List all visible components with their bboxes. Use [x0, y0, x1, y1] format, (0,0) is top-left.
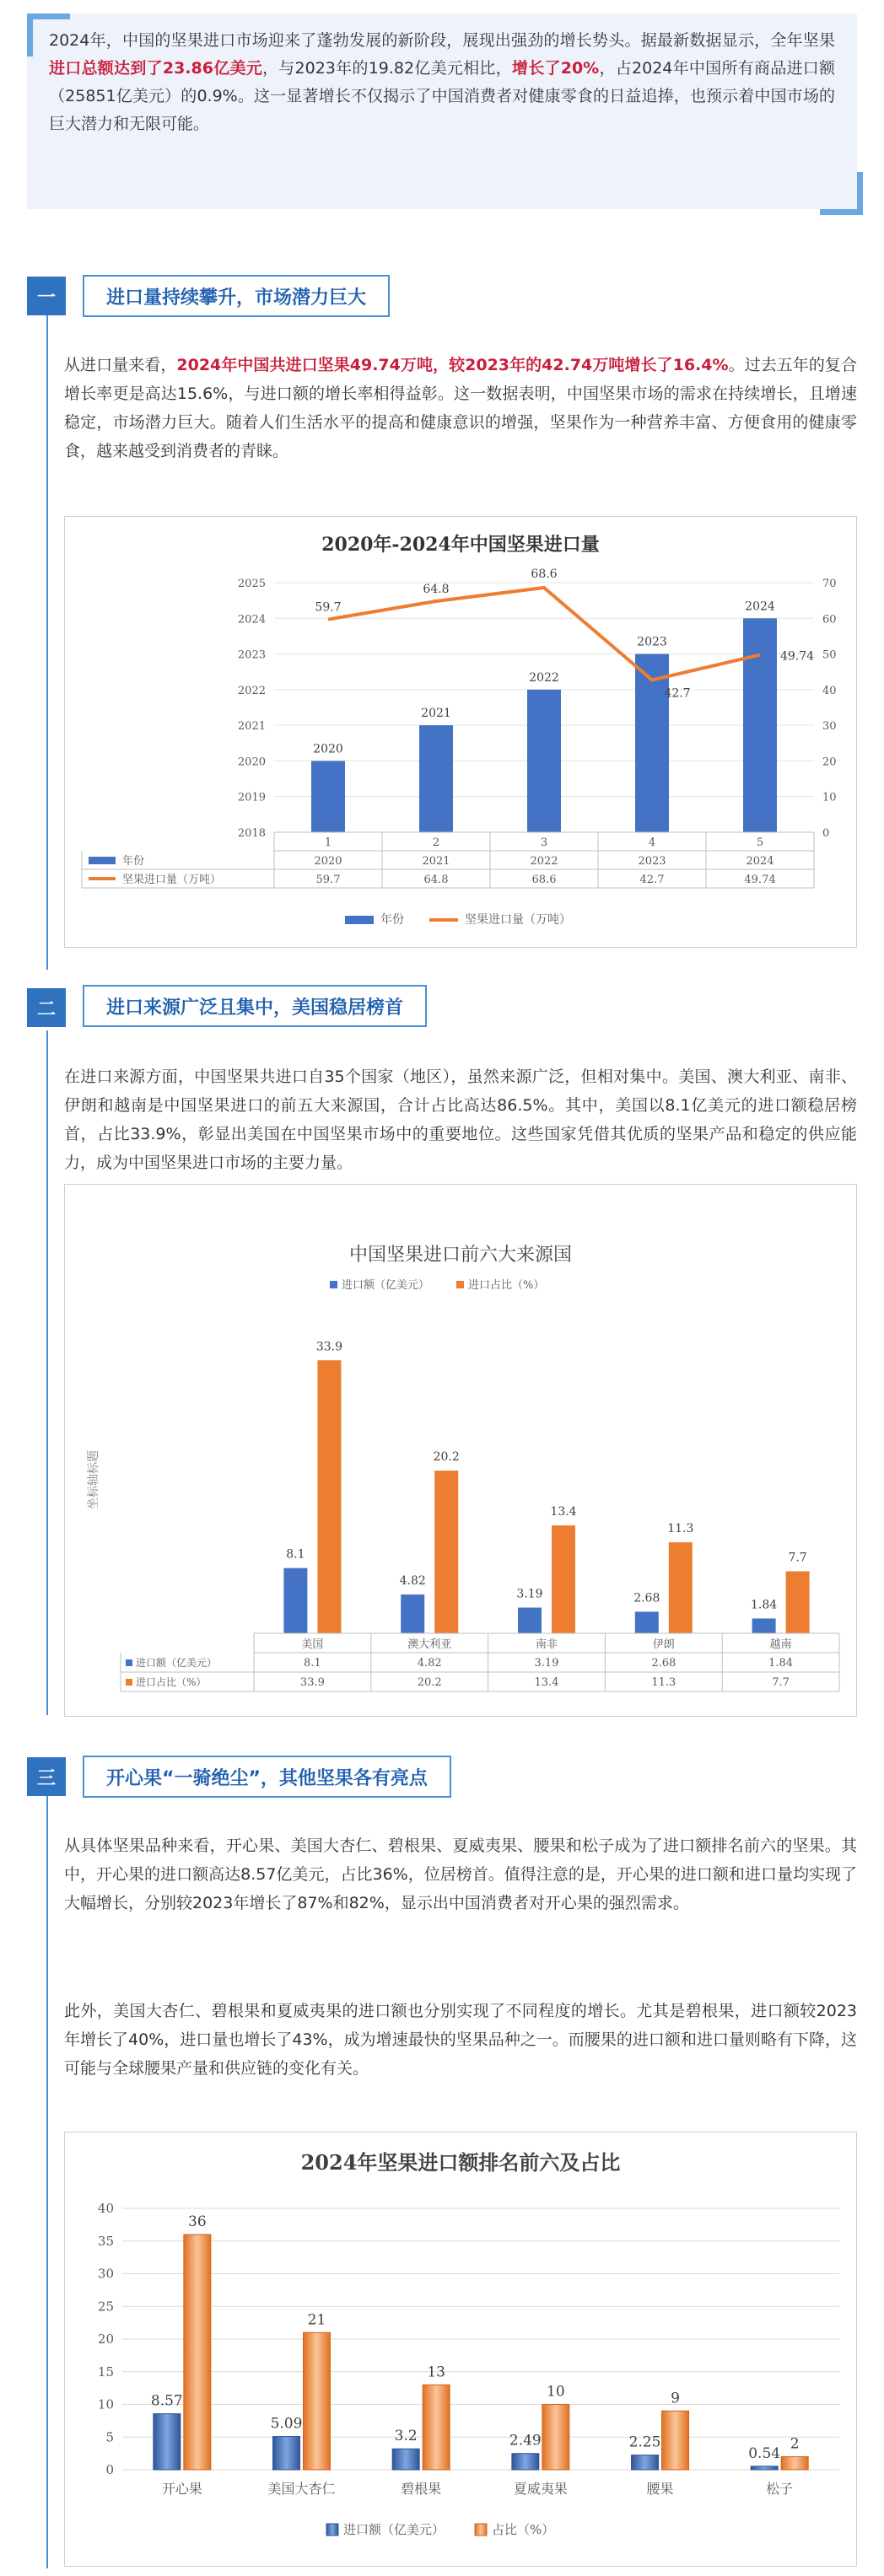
section-3-paragraph-2 [64, 1997, 857, 2083]
y-axis-tick: 5 [105, 2429, 114, 2445]
bar-data-label: 4.82 [399, 1573, 426, 1588]
section-3-title: 开心果“一骑绝尘”，其他坚果各有亮点 [83, 1756, 451, 1798]
bar-data-label: 33.9 [315, 1340, 342, 1354]
import-volume-chart-svg [65, 517, 856, 947]
bar [283, 1568, 307, 1633]
section-1-paragraph [64, 351, 857, 465]
right-axis-tick: 10 [822, 791, 837, 804]
category-label: 碧根果 [401, 2481, 442, 2497]
left-axis-tick: 2018 [237, 827, 266, 840]
bar [743, 618, 777, 832]
bar [273, 2437, 300, 2470]
bar [635, 1611, 659, 1633]
category-label: 松子 [766, 2481, 794, 2497]
right-axis-tick: 30 [822, 720, 837, 734]
bar-data-label: 2022 [529, 670, 559, 685]
table-cell: 1.84 [768, 1657, 794, 1670]
intro-corner-top-left [27, 13, 70, 56]
bar-data-label: 3.19 [516, 1587, 543, 1601]
table-row-label: 坚果进口量（万吨） [122, 874, 222, 886]
bar [662, 2411, 689, 2470]
section-3-rail [46, 1776, 48, 2568]
left-axis-tick: 2022 [237, 684, 266, 697]
highlighted-text: 增长了20% [511, 59, 600, 78]
section-2-paragraph [64, 1062, 857, 1177]
category-label: 腰果 [646, 2481, 674, 2497]
table-cell: 4.82 [417, 1657, 442, 1670]
bar [392, 2449, 419, 2470]
bar-data-label: 21 [307, 2311, 326, 2329]
line-data-label: 59.7 [315, 600, 342, 615]
bar-data-label: 0.54 [748, 2444, 781, 2462]
intro-corner-bottom-right [820, 172, 863, 215]
highlighted-text: 2024年中国共进口坚果49.74万吨，较2023年的42.74万吨增长了16.4% [176, 356, 729, 374]
bar-data-label: 2.49 [509, 2432, 542, 2450]
y-axis-tick: 40 [97, 2201, 114, 2216]
bar [542, 2405, 569, 2471]
line-data-label: 68.6 [531, 567, 558, 581]
chart-title: 2024年坚果进口额排名前六及占比 [300, 2150, 621, 2175]
bar-data-label: 2.25 [628, 2433, 661, 2451]
intro-paragraph [49, 27, 835, 138]
table-cell: 64.8 [423, 874, 449, 886]
bar-data-label: 2021 [421, 707, 451, 721]
legend-key [326, 2524, 338, 2536]
table-legend-key [126, 1659, 132, 1666]
y-axis-tick: 15 [97, 2364, 114, 2380]
y-axis-title: 坐标轴标题 [87, 1450, 100, 1509]
bar-data-label: 7.7 [788, 1551, 807, 1565]
table-cell: 42.7 [639, 874, 665, 886]
left-axis-tick: 2020 [237, 756, 266, 769]
right-axis-tick: 60 [822, 613, 837, 627]
text-segment: 。过去五年的复合增长率更是高达15.6%，与进口额的增长率相得益彰。这一数据表明，中国坚果市场的需求在持续增长，且增速稳定，市场潜力巨大。随着人们生活水平的提高和健康意识的增强，坚果作为一种营养丰富、方便食用的健康零食，越来越受到消费者的青睐。 [64, 356, 857, 460]
bar-data-label: 1.84 [751, 1598, 778, 1612]
right-axis-tick: 70 [822, 578, 837, 590]
category-label: 美国 [301, 1638, 324, 1651]
table-cell: 2022 [530, 855, 558, 868]
category-label: 2 [432, 836, 440, 849]
bar [317, 1360, 341, 1633]
bar-data-label: 11.3 [667, 1522, 694, 1536]
left-axis-tick: 2025 [237, 578, 266, 590]
category-label: 开心果 [161, 2481, 202, 2497]
section-3-number: 三 [27, 1757, 66, 1796]
table-cell: 68.6 [531, 874, 557, 886]
legend-label: 年份 [380, 913, 404, 927]
bar-data-label: 36 [188, 2213, 207, 2230]
source-countries-chart [64, 1184, 857, 1717]
bar [632, 2455, 659, 2470]
table-row-label: 进口额（亿美元） [136, 1657, 218, 1669]
text-segment: 此外，美国大杏仁、碧根果和夏威夷果的进口额也分别实现了不同程度的增长。尤其是碧根果，进口额较2023年增长了40%，进口量也增长了43%，成为增速最快的坚果品种之一。而腰果的进口额和进口量则略有下降，这可能与全球腰果产量和供应链的变化有关。 [64, 2002, 857, 2078]
y-axis-tick: 0 [105, 2462, 114, 2477]
y-axis-tick: 35 [97, 2233, 114, 2249]
section-1-number: 一 [27, 277, 66, 315]
bar [518, 1608, 542, 1633]
text-segment: 从进口量来看， [64, 356, 177, 374]
table-cell: 11.3 [651, 1676, 676, 1689]
text-segment: 从具体坚果品种来看，开心果、美国大杏仁、碧根果、夏威夷果、腰果和松子成为了进口额排名前六的坚果。其中，开心果的进口额高达8.57亿美元，占比36%，位居榜首。值得注意的是，开心果的进口额和进口量均实现了大幅增长，分别较2023年增长了87%和82%，显示出中国消费者对开心果的强烈需求。 [64, 1837, 857, 1912]
table-cell: 2023 [638, 855, 666, 868]
legend-label: 进口额（亿美元） [343, 2522, 445, 2537]
bar-data-label: 2 [790, 2435, 800, 2453]
right-axis-tick: 40 [822, 684, 837, 697]
bar [154, 2414, 181, 2470]
bar [786, 1571, 810, 1633]
left-axis-tick: 2021 [237, 720, 266, 734]
bar [512, 2454, 539, 2470]
bar [552, 1525, 575, 1633]
bar-data-label: 2024 [745, 600, 775, 614]
table-cell: 3.19 [534, 1657, 559, 1670]
top-six-nuts-chart [64, 2132, 857, 2567]
table-cell: 2024 [746, 855, 774, 868]
right-axis-tick: 20 [822, 756, 837, 769]
bar-data-label: 13.4 [550, 1505, 577, 1519]
table-row-label: 进口占比（%） [136, 1676, 207, 1688]
bar [527, 690, 561, 832]
table-cell: 8.1 [304, 1657, 321, 1670]
chart-title: 2020年-2024年中国坚果进口量 [321, 534, 600, 556]
left-axis-tick: 2019 [237, 791, 266, 804]
bar-data-label: 2023 [637, 635, 667, 649]
legend-key [330, 1281, 337, 1288]
legend-label: 占比（%） [492, 2522, 555, 2537]
text-segment: 2024年，中国的坚果进口市场迎来了蓬勃发展的新阶段，展现出强劲的增长势头。据最新数据显示，全年坚果 [49, 31, 835, 50]
bar [311, 761, 345, 832]
legend-label: 坚果进口量（万吨） [465, 913, 571, 927]
line-data-label: 42.7 [664, 686, 691, 701]
y-axis-tick: 10 [97, 2396, 114, 2412]
text-segment: ，占2024年中国所有商品进口额（25851亿美元）的0.9%。这一显著增长不仅揭示了中国消费者对健康零食的日益追捧，也预示着中国市场的巨大潜力和无限可能。 [49, 59, 836, 133]
bar [184, 2235, 211, 2470]
section-1-title: 进口量持续攀升，市场潜力巨大 [83, 275, 390, 317]
section-2-rail [46, 1030, 48, 1715]
section-2-title: 进口来源广泛且集中，美国稳居榜首 [83, 985, 427, 1027]
bar [304, 2332, 331, 2470]
bar-data-label: 8.57 [150, 2392, 183, 2410]
series-line [328, 588, 760, 680]
bar-data-label: 2.68 [633, 1591, 660, 1605]
section-3-paragraph-1 [64, 1831, 857, 1917]
bar-data-label: 8.1 [286, 1547, 305, 1562]
intro-box [27, 13, 857, 209]
bar [401, 1595, 424, 1633]
table-cell: 49.74 [744, 874, 776, 886]
bar-data-label: 10 [547, 2383, 565, 2401]
section-1-rail [46, 312, 48, 970]
bar [781, 2457, 808, 2471]
bar-data-label: 5.09 [270, 2415, 303, 2433]
category-label: 澳大利亚 [407, 1638, 452, 1651]
import-volume-chart [64, 516, 857, 948]
section-2-number: 二 [27, 988, 66, 1027]
category-label: 南非 [535, 1638, 558, 1651]
top-six-nuts-chart-svg [65, 2132, 856, 2566]
table-cell: 59.7 [315, 874, 341, 886]
bar [752, 1618, 776, 1633]
legend-label: 进口占比（%） [468, 1279, 545, 1292]
left-axis-tick: 2023 [237, 648, 266, 662]
bar [419, 725, 453, 832]
category-label: 夏威夷果 [513, 2481, 568, 2497]
table-cell: 7.7 [772, 1676, 790, 1689]
table-cell: 33.9 [299, 1676, 325, 1689]
category-label: 5 [756, 836, 764, 849]
legend-key-bar [345, 916, 374, 924]
table-cell: 13.4 [534, 1676, 559, 1689]
table-cell: 2020 [314, 855, 342, 868]
y-axis-tick: 20 [97, 2331, 114, 2347]
table-cell: 2.68 [651, 1657, 676, 1670]
bar-data-label: 9 [671, 2390, 680, 2407]
bar-data-label: 13 [427, 2364, 445, 2381]
bar [751, 2466, 778, 2470]
text-segment: ，与2023年的19.82亿美元相比， [262, 59, 512, 78]
y-axis-tick: 30 [97, 2266, 114, 2282]
table-legend-key [89, 857, 116, 864]
left-axis-tick: 2024 [237, 613, 266, 627]
category-label: 越南 [769, 1638, 792, 1651]
category-label: 伊朗 [652, 1638, 675, 1651]
bar [423, 2385, 450, 2470]
table-legend-key [126, 1679, 132, 1686]
legend-key [456, 1281, 464, 1288]
legend-label: 进口额（亿美元） [342, 1279, 430, 1292]
category-label: 3 [540, 836, 548, 849]
right-axis-tick: 0 [822, 827, 830, 840]
category-label: 美国大杏仁 [267, 2481, 336, 2497]
highlighted-text: 进口总额达到了23.86亿美元 [49, 59, 263, 78]
y-axis-tick: 25 [97, 2299, 114, 2315]
table-row-label: 年份 [122, 855, 145, 868]
bar [669, 1542, 693, 1633]
line-data-label: 64.8 [423, 582, 450, 596]
source-countries-chart-svg [65, 1185, 856, 1716]
bar-data-label: 3.2 [394, 2428, 418, 2445]
line-data-label: 49.74 [779, 649, 815, 664]
chart-title: 中国坚果进口前六大来源国 [348, 1245, 573, 1266]
text-segment: 在进口来源方面，中国坚果共进口自35个国家（地区），虽然来源广泛，但相对集中。美国、澳大利亚、南非、伊朗和越南是中国坚果进口的前五大来源国，合计占比高达86.5%。其中，美国以8.1亿美元的进口额稳居榜首，占比33.9%，彰显出美国在中国坚果市场中的重要地位。这些国家凭借其优质的坚果产品和稳定的供应能力，成为中国坚果进口市场的主要力量。 [64, 1068, 857, 1172]
bar [434, 1471, 458, 1633]
bar-data-label: 20.2 [433, 1450, 460, 1465]
table-cell: 2021 [422, 855, 450, 868]
legend-key [475, 2524, 487, 2536]
category-label: 1 [324, 836, 332, 849]
table-cell: 20.2 [417, 1676, 442, 1689]
category-label: 4 [648, 836, 656, 849]
right-axis-tick: 50 [822, 648, 837, 662]
bar-data-label: 2020 [313, 742, 343, 756]
